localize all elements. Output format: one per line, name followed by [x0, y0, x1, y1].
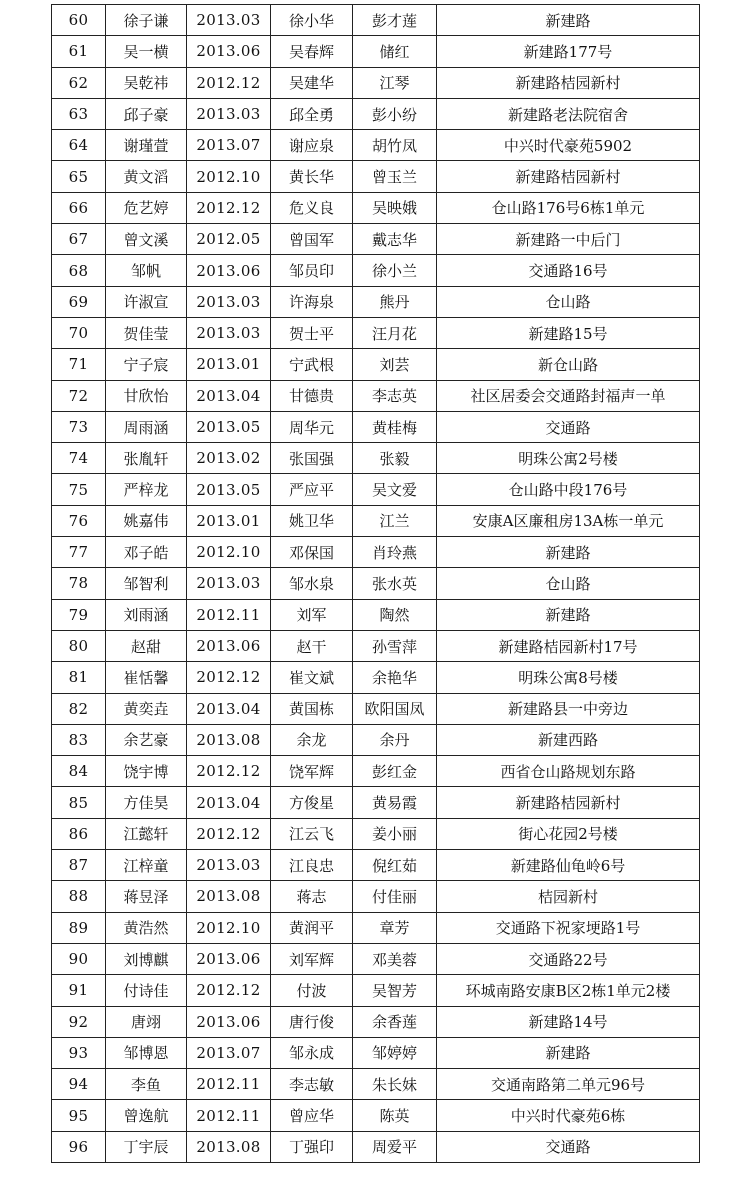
row-number-cell: 76 [52, 505, 106, 536]
row-number-cell: 72 [52, 380, 106, 411]
birth-date-cell: 2013.03 [187, 286, 271, 317]
student-name-cell: 邱子豪 [106, 98, 187, 129]
home-address-cell: 环城南路安康B区2栋1单元2楼 [437, 975, 700, 1006]
birth-date-cell: 2012.10 [187, 161, 271, 192]
home-address-cell: 新建路桔园新村 [437, 787, 700, 818]
birth-date-cell: 2012.11 [187, 1069, 271, 1100]
birth-date-cell: 2012.12 [187, 756, 271, 787]
mother-name-cell: 欧阳国凤 [353, 693, 437, 724]
student-name-cell: 谢瑾萱 [106, 130, 187, 161]
row-number-cell: 86 [52, 818, 106, 849]
student-name-cell: 张胤轩 [106, 443, 187, 474]
father-name-cell: 吴建华 [271, 67, 353, 98]
student-name-cell: 周雨涵 [106, 411, 187, 442]
home-address-cell: 新建路 [437, 599, 700, 630]
home-address-cell: 桔园新村 [437, 881, 700, 912]
birth-date-cell: 2012.10 [187, 537, 271, 568]
mother-name-cell: 付佳丽 [353, 881, 437, 912]
home-address-cell: 社区居委会交通路封福声一单 [437, 380, 700, 411]
birth-date-cell: 2013.06 [187, 1006, 271, 1037]
home-address-cell: 新建路14号 [437, 1006, 700, 1037]
table-row [52, 411, 700, 442]
table-row [52, 693, 700, 724]
home-address-cell: 仓山路 [437, 568, 700, 599]
mother-name-cell: 孙雪萍 [353, 630, 437, 661]
row-number-cell: 80 [52, 630, 106, 661]
father-name-cell: 付波 [271, 975, 353, 1006]
table-row [52, 224, 700, 255]
student-name-cell: 黄奕垚 [106, 693, 187, 724]
table-row [52, 1006, 700, 1037]
home-address-cell: 新建路 [437, 1037, 700, 1068]
birth-date-cell: 2013.03 [187, 850, 271, 881]
father-name-cell: 丁强印 [271, 1131, 353, 1162]
mother-name-cell: 张水英 [353, 568, 437, 599]
home-address-cell: 新建路 [437, 5, 700, 36]
table-row [52, 881, 700, 912]
row-number-cell: 70 [52, 317, 106, 348]
row-number-cell: 82 [52, 693, 106, 724]
table-row [52, 130, 700, 161]
home-address-cell: 新建西路 [437, 724, 700, 755]
row-number-cell: 88 [52, 881, 106, 912]
birth-date-cell: 2013.08 [187, 724, 271, 755]
student-name-cell: 唐翊 [106, 1006, 187, 1037]
mother-name-cell: 余丹 [353, 724, 437, 755]
row-number-cell: 64 [52, 130, 106, 161]
student-name-cell: 付诗佳 [106, 975, 187, 1006]
table-row [52, 662, 700, 693]
mother-name-cell: 戴志华 [353, 224, 437, 255]
home-address-cell: 新建路县一中旁边 [437, 693, 700, 724]
table-row [52, 568, 700, 599]
row-number-cell: 71 [52, 349, 106, 380]
mother-name-cell: 刘芸 [353, 349, 437, 380]
row-number-cell: 68 [52, 255, 106, 286]
father-name-cell: 宁武根 [271, 349, 353, 380]
birth-date-cell: 2013.04 [187, 693, 271, 724]
home-address-cell: 新建路一中后门 [437, 224, 700, 255]
mother-name-cell: 章芳 [353, 912, 437, 943]
table-row [52, 1131, 700, 1162]
student-name-cell: 曾文溪 [106, 224, 187, 255]
father-name-cell: 黄润平 [271, 912, 353, 943]
table-row [52, 286, 700, 317]
row-number-cell: 92 [52, 1006, 106, 1037]
birth-date-cell: 2013.08 [187, 1131, 271, 1162]
student-name-cell: 邹智利 [106, 568, 187, 599]
student-name-cell: 邓子皓 [106, 537, 187, 568]
table-row [52, 787, 700, 818]
birth-date-cell: 2013.03 [187, 98, 271, 129]
birth-date-cell: 2012.12 [187, 818, 271, 849]
birth-date-cell: 2013.04 [187, 380, 271, 411]
mother-name-cell: 张毅 [353, 443, 437, 474]
student-name-cell: 徐子谦 [106, 5, 187, 36]
birth-date-cell: 2013.03 [187, 568, 271, 599]
birth-date-cell: 2013.01 [187, 505, 271, 536]
row-number-cell: 61 [52, 36, 106, 67]
row-number-cell: 85 [52, 787, 106, 818]
table-row [52, 850, 700, 881]
mother-name-cell: 曾玉兰 [353, 161, 437, 192]
father-name-cell: 赵干 [271, 630, 353, 661]
student-name-cell: 姚嘉伟 [106, 505, 187, 536]
father-name-cell: 邹永成 [271, 1037, 353, 1068]
father-name-cell: 贺士平 [271, 317, 353, 348]
student-name-cell: 黄文滔 [106, 161, 187, 192]
father-name-cell: 黄国栋 [271, 693, 353, 724]
father-name-cell: 张国强 [271, 443, 353, 474]
student-name-cell: 李鱼 [106, 1069, 187, 1100]
row-number-cell: 95 [52, 1100, 106, 1131]
home-address-cell: 新建路仙龟岭6号 [437, 850, 700, 881]
student-name-cell: 贺佳莹 [106, 317, 187, 348]
home-address-cell: 仓山路176号6栋1单元 [437, 192, 700, 223]
birth-date-cell: 2013.05 [187, 411, 271, 442]
mother-name-cell: 储红 [353, 36, 437, 67]
father-name-cell: 刘军辉 [271, 943, 353, 974]
father-name-cell: 谢应泉 [271, 130, 353, 161]
father-name-cell: 刘军 [271, 599, 353, 630]
table-row [52, 975, 700, 1006]
table-row [52, 67, 700, 98]
row-number-cell: 69 [52, 286, 106, 317]
mother-name-cell: 黄桂梅 [353, 411, 437, 442]
father-name-cell: 邹员印 [271, 255, 353, 286]
home-address-cell: 安康A区廉租房13A栋一单元 [437, 505, 700, 536]
student-name-cell: 赵甜 [106, 630, 187, 661]
birth-date-cell: 2012.10 [187, 912, 271, 943]
home-address-cell: 交通路22号 [437, 943, 700, 974]
father-name-cell: 邹水泉 [271, 568, 353, 599]
row-number-cell: 89 [52, 912, 106, 943]
mother-name-cell: 江兰 [353, 505, 437, 536]
row-number-cell: 87 [52, 850, 106, 881]
student-name-cell: 崔恬馨 [106, 662, 187, 693]
table-row [52, 474, 700, 505]
table-row [52, 36, 700, 67]
mother-name-cell: 彭红金 [353, 756, 437, 787]
student-name-cell: 危艺婷 [106, 192, 187, 223]
row-number-cell: 84 [52, 756, 106, 787]
mother-name-cell: 吴映娥 [353, 192, 437, 223]
mother-name-cell: 吴智芳 [353, 975, 437, 1006]
father-name-cell: 周华元 [271, 411, 353, 442]
birth-date-cell: 2012.12 [187, 975, 271, 1006]
mother-name-cell: 黄易霞 [353, 787, 437, 818]
birth-date-cell: 2013.06 [187, 255, 271, 286]
row-number-cell: 91 [52, 975, 106, 1006]
row-number-cell: 65 [52, 161, 106, 192]
mother-name-cell: 江琴 [353, 67, 437, 98]
row-number-cell: 79 [52, 599, 106, 630]
table-row [52, 1037, 700, 1068]
home-address-cell: 中兴时代豪苑5902 [437, 130, 700, 161]
table-row [52, 505, 700, 536]
row-number-cell: 63 [52, 98, 106, 129]
table-row [52, 380, 700, 411]
birth-date-cell: 2013.05 [187, 474, 271, 505]
home-address-cell: 交通路 [437, 1131, 700, 1162]
student-name-cell: 许淑宣 [106, 286, 187, 317]
row-number-cell: 78 [52, 568, 106, 599]
student-name-cell: 吴一横 [106, 36, 187, 67]
home-address-cell: 新建路 [437, 537, 700, 568]
birth-date-cell: 2013.04 [187, 787, 271, 818]
table-row [52, 5, 700, 36]
roster-sheet [51, 4, 699, 1163]
father-name-cell: 吴春辉 [271, 36, 353, 67]
table-row [52, 192, 700, 223]
row-number-cell: 75 [52, 474, 106, 505]
father-name-cell: 曾国军 [271, 224, 353, 255]
home-address-cell: 明珠公寓2号楼 [437, 443, 700, 474]
row-number-cell: 60 [52, 5, 106, 36]
mother-name-cell: 陶然 [353, 599, 437, 630]
row-number-cell: 77 [52, 537, 106, 568]
father-name-cell: 许海泉 [271, 286, 353, 317]
birth-date-cell: 2013.08 [187, 881, 271, 912]
home-address-cell: 仓山路 [437, 286, 700, 317]
student-name-cell: 刘雨涵 [106, 599, 187, 630]
row-number-cell: 67 [52, 224, 106, 255]
table-row [52, 912, 700, 943]
student-name-cell: 吴乾祎 [106, 67, 187, 98]
student-name-cell: 刘博麒 [106, 943, 187, 974]
home-address-cell: 交通南路第二单元96号 [437, 1069, 700, 1100]
table-row [52, 443, 700, 474]
row-number-cell: 74 [52, 443, 106, 474]
birth-date-cell: 2013.03 [187, 317, 271, 348]
table-row [52, 630, 700, 661]
father-name-cell: 甘德贵 [271, 380, 353, 411]
student-name-cell: 宁子宸 [106, 349, 187, 380]
birth-date-cell: 2012.11 [187, 599, 271, 630]
home-address-cell: 新仓山路 [437, 349, 700, 380]
father-name-cell: 方俊星 [271, 787, 353, 818]
home-address-cell: 新建路桔园新村 [437, 161, 700, 192]
table-row [52, 255, 700, 286]
home-address-cell: 新建路桔园新村17号 [437, 630, 700, 661]
mother-name-cell: 彭小纷 [353, 98, 437, 129]
mother-name-cell: 邓美蓉 [353, 943, 437, 974]
father-name-cell: 唐行俊 [271, 1006, 353, 1037]
student-name-cell: 严梓龙 [106, 474, 187, 505]
student-name-cell: 余艺豪 [106, 724, 187, 755]
mother-name-cell: 彭才莲 [353, 5, 437, 36]
row-number-cell: 90 [52, 943, 106, 974]
home-address-cell: 仓山路中段176号 [437, 474, 700, 505]
father-name-cell: 曾应华 [271, 1100, 353, 1131]
row-number-cell: 94 [52, 1069, 106, 1100]
mother-name-cell: 肖玲燕 [353, 537, 437, 568]
home-address-cell: 明珠公寓8号楼 [437, 662, 700, 693]
mother-name-cell: 徐小兰 [353, 255, 437, 286]
birth-date-cell: 2012.12 [187, 192, 271, 223]
mother-name-cell: 熊丹 [353, 286, 437, 317]
mother-name-cell: 陈英 [353, 1100, 437, 1131]
father-name-cell: 姚卫华 [271, 505, 353, 536]
birth-date-cell: 2013.06 [187, 943, 271, 974]
mother-name-cell: 倪红茹 [353, 850, 437, 881]
table-row [52, 943, 700, 974]
row-number-cell: 83 [52, 724, 106, 755]
mother-name-cell: 周爱平 [353, 1131, 437, 1162]
father-name-cell: 李志敏 [271, 1069, 353, 1100]
father-name-cell: 严应平 [271, 474, 353, 505]
father-name-cell: 徐小华 [271, 5, 353, 36]
birth-date-cell: 2012.05 [187, 224, 271, 255]
table-row [52, 1069, 700, 1100]
row-number-cell: 62 [52, 67, 106, 98]
mother-name-cell: 余香莲 [353, 1006, 437, 1037]
table-row [52, 161, 700, 192]
home-address-cell: 中兴时代豪苑6栋 [437, 1100, 700, 1131]
birth-date-cell: 2012.11 [187, 1100, 271, 1131]
mother-name-cell: 邹婷婷 [353, 1037, 437, 1068]
father-name-cell: 江良忠 [271, 850, 353, 881]
student-name-cell: 江梓童 [106, 850, 187, 881]
row-number-cell: 96 [52, 1131, 106, 1162]
mother-name-cell: 朱长妹 [353, 1069, 437, 1100]
birth-date-cell: 2013.07 [187, 1037, 271, 1068]
student-name-cell: 蒋昱泽 [106, 881, 187, 912]
mother-name-cell: 胡竹凤 [353, 130, 437, 161]
table-row [52, 349, 700, 380]
father-name-cell: 邱全勇 [271, 98, 353, 129]
student-name-cell: 黄浩然 [106, 912, 187, 943]
father-name-cell: 崔文斌 [271, 662, 353, 693]
table-row [52, 724, 700, 755]
birth-date-cell: 2013.03 [187, 5, 271, 36]
mother-name-cell: 汪月花 [353, 317, 437, 348]
home-address-cell: 新建路15号 [437, 317, 700, 348]
student-name-cell: 甘欣怡 [106, 380, 187, 411]
table-row [52, 98, 700, 129]
table-row [52, 537, 700, 568]
student-name-cell: 饶宇博 [106, 756, 187, 787]
home-address-cell: 街心花园2号楼 [437, 818, 700, 849]
home-address-cell: 交通路 [437, 411, 700, 442]
table-row [52, 1100, 700, 1131]
student-name-cell: 丁宇辰 [106, 1131, 187, 1162]
home-address-cell: 交通路下祝家埂路1号 [437, 912, 700, 943]
table-row [52, 818, 700, 849]
home-address-cell: 西省仓山路规划东路 [437, 756, 700, 787]
table-row [52, 756, 700, 787]
mother-name-cell: 姜小丽 [353, 818, 437, 849]
student-name-cell: 方佳昊 [106, 787, 187, 818]
row-number-cell: 81 [52, 662, 106, 693]
row-number-cell: 66 [52, 192, 106, 223]
table-row [52, 599, 700, 630]
student-name-cell: 邹帆 [106, 255, 187, 286]
home-address-cell: 新建路桔园新村 [437, 67, 700, 98]
father-name-cell: 邓保国 [271, 537, 353, 568]
birth-date-cell: 2012.12 [187, 67, 271, 98]
table-row [52, 317, 700, 348]
student-name-cell: 曾逸航 [106, 1100, 187, 1131]
birth-date-cell: 2013.02 [187, 443, 271, 474]
roster-body [52, 5, 700, 1163]
student-roster-table [51, 4, 700, 1163]
mother-name-cell: 余艳华 [353, 662, 437, 693]
row-number-cell: 73 [52, 411, 106, 442]
birth-date-cell: 2012.12 [187, 662, 271, 693]
birth-date-cell: 2013.01 [187, 349, 271, 380]
birth-date-cell: 2013.06 [187, 630, 271, 661]
row-number-cell: 93 [52, 1037, 106, 1068]
mother-name-cell: 吴文爱 [353, 474, 437, 505]
home-address-cell: 新建路老法院宿舍 [437, 98, 700, 129]
father-name-cell: 危义良 [271, 192, 353, 223]
father-name-cell: 黄长华 [271, 161, 353, 192]
home-address-cell: 交通路16号 [437, 255, 700, 286]
father-name-cell: 饶军辉 [271, 756, 353, 787]
student-name-cell: 邹博恩 [106, 1037, 187, 1068]
birth-date-cell: 2013.06 [187, 36, 271, 67]
mother-name-cell: 李志英 [353, 380, 437, 411]
father-name-cell: 蒋志 [271, 881, 353, 912]
birth-date-cell: 2013.07 [187, 130, 271, 161]
home-address-cell: 新建路177号 [437, 36, 700, 67]
father-name-cell: 余龙 [271, 724, 353, 755]
student-name-cell: 江懿轩 [106, 818, 187, 849]
father-name-cell: 江云飞 [271, 818, 353, 849]
